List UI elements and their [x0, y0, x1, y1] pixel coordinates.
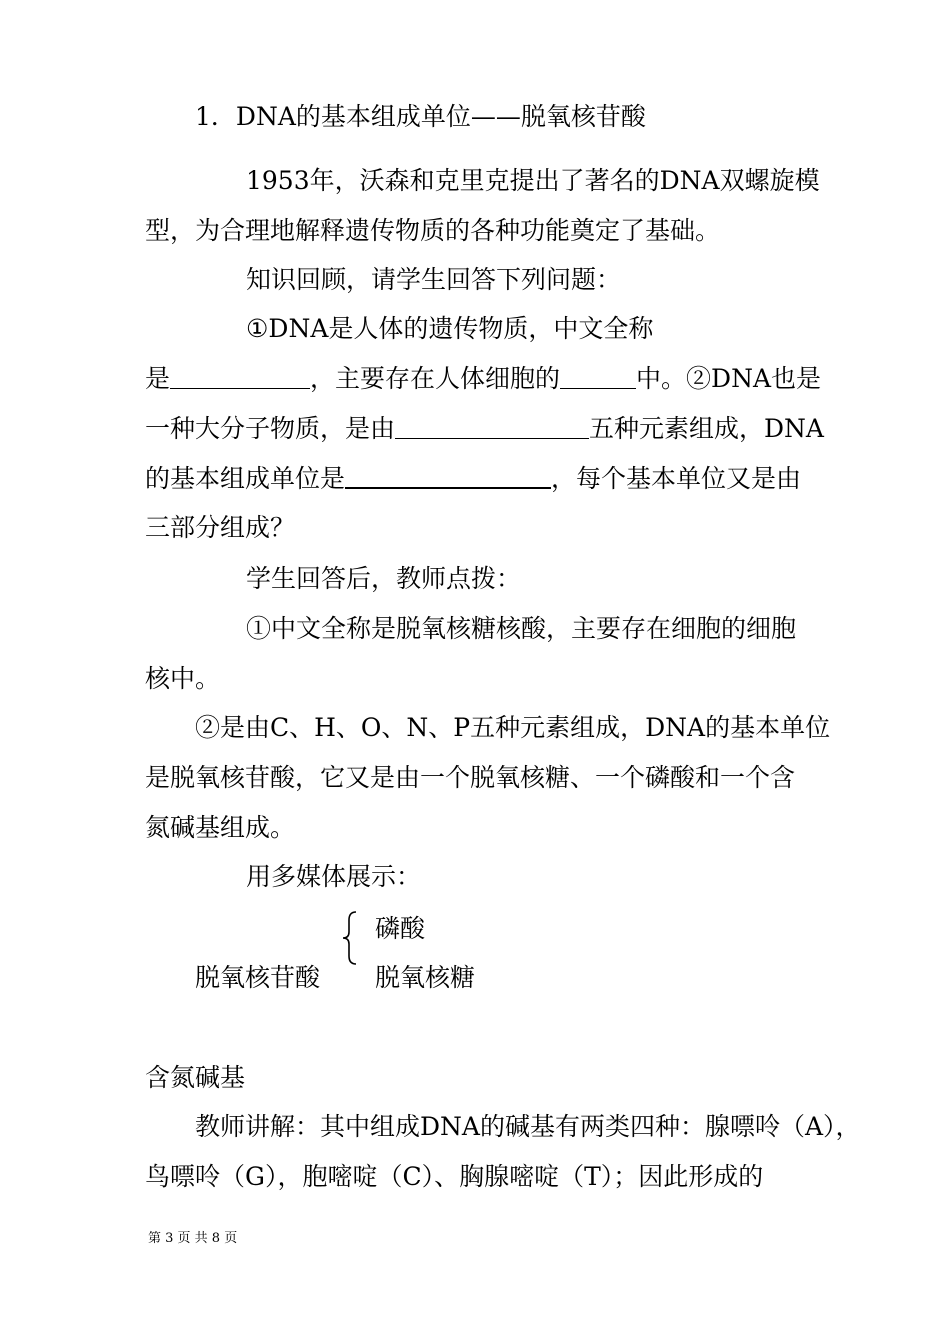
answer-line: 氮碱基组成。	[145, 813, 296, 842]
answer-line: ②是由C、H、O、N、P五种元素组成，DNA的基本单位	[195, 713, 831, 742]
question-line: 三部分组成？	[145, 513, 296, 542]
question-text: ，主要存在人体细胞的	[310, 364, 561, 393]
review-prompt: 知识回顾，请学生回答下列问题：	[246, 265, 622, 294]
section-heading: 1．DNA的基本组成单位——脱氧核苷酸	[195, 102, 646, 131]
fill-blank[interactable]	[560, 364, 636, 389]
question-text: 一种大分子物质，是由	[145, 414, 396, 443]
fill-blank[interactable]	[345, 463, 551, 489]
question-text: 五种元素组成，DNA	[589, 414, 824, 443]
question-line	[145, 463, 801, 495]
question-line	[145, 363, 821, 395]
teacher-intro: 学生回答后，教师点拨：	[246, 564, 522, 593]
answer-line: 核中。	[145, 664, 221, 693]
answer-line: ①中文全称是脱氧核糖核酸，主要存在细胞的细胞	[246, 614, 797, 643]
question-line	[145, 413, 824, 445]
diagram-root: 脱氧核苷酸	[195, 963, 321, 992]
fill-blank[interactable]	[170, 364, 310, 389]
brace-icon	[340, 910, 360, 966]
diagram-part-deoxyribose: 脱氧核糖	[375, 963, 476, 992]
question-line: ①DNA是人体的遗传物质，中文全称	[246, 314, 654, 343]
explanation-line: 教师讲解：其中组成DNA的碱基有两类四种：腺嘌呤（A），	[195, 1112, 861, 1141]
diagram-part-phosphate: 磷酸	[375, 914, 426, 943]
page-footer: 第 3 页 共 8 页	[148, 1231, 238, 1246]
multimedia-label: 用多媒体展示：	[246, 862, 422, 891]
fill-blank[interactable]	[395, 414, 589, 439]
explanation-line: 鸟嘌呤（G），胞嘧啶（C）、胸腺嘧啶（T）；因此形成的	[145, 1162, 764, 1191]
answer-line: 是脱氧核苷酸，它又是由一个脱氧核糖、一个磷酸和一个含	[145, 763, 796, 792]
diagram-part-base: 含氮碱基	[145, 1063, 246, 1092]
question-text: 中。②DNA也是	[636, 364, 822, 393]
intro-paragraph-line: 1953年，沃森和克里克提出了著名的DNA双螺旋模	[246, 166, 820, 195]
question-text: 的基本组成单位是	[145, 464, 346, 493]
question-text: ，每个基本单位又是由	[551, 464, 802, 493]
intro-paragraph-line: 型，为合理地解释遗传物质的各种功能奠定了基础。	[145, 216, 721, 245]
question-text: 是	[145, 364, 171, 393]
